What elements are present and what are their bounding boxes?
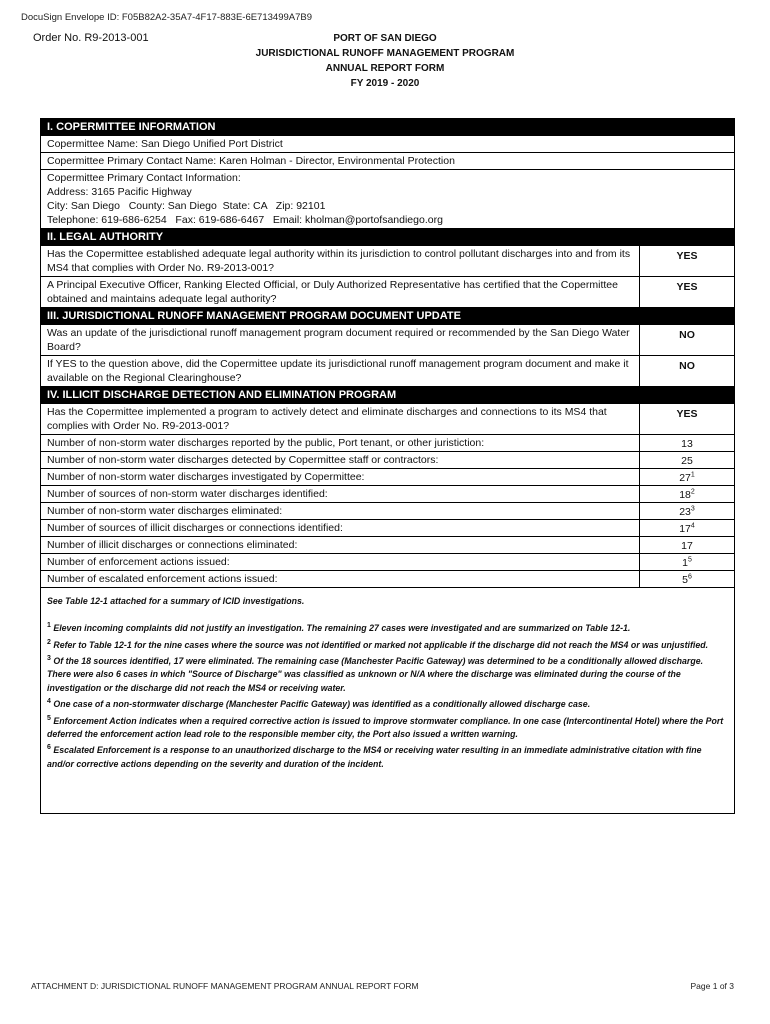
count-row: [41, 486, 734, 503]
answer-value: NO: [639, 356, 734, 386]
count-label: Number of non-storm water discharges eliminated:: [47, 505, 283, 517]
section-heading-copermittee: I. COPERMITTEE INFORMATION: [41, 119, 734, 136]
question-row: [41, 356, 734, 387]
copermittee-name: Copermittee Name: San Diego Unified Port District: [47, 138, 283, 150]
footnote-ref: 6: [687, 573, 692, 581]
count-number: 18: [679, 489, 691, 501]
count-number: 25: [681, 455, 693, 467]
question-row: [41, 246, 734, 277]
question-row: [41, 325, 734, 356]
count-value: [639, 537, 734, 553]
footnote-ref: 3: [690, 505, 695, 513]
count-row: [41, 452, 734, 469]
footnote-text: One case of a non-stormwater discharge (Manchester Pacific Gateway) was identified as a conditionally allowed discharge case.: [50, 699, 591, 710]
count-row: [41, 435, 734, 452]
footer-page-number: Page 1 of 3: [690, 981, 734, 991]
footnote-ref: 4: [690, 522, 695, 530]
footnote-number: 3: [47, 655, 51, 663]
answer-value: NO: [639, 325, 734, 355]
footnote-1: [47, 619, 728, 635]
count-value: [639, 452, 734, 468]
count-number: 17: [679, 523, 691, 535]
notes-intro: See Table 12-1 attached for a summary of ICID investigations.: [47, 596, 305, 606]
count-number: 17: [681, 540, 693, 552]
footnote-ref: 2: [690, 488, 695, 496]
contact-info-block: [41, 170, 734, 228]
question-text: Was an update of the jurisdictional runoff management program document required or recommended by the San Diego Water Board?: [47, 327, 630, 353]
header-line-2: JURISDICTIONAL RUNOFF MANAGEMENT PROGRAM: [255, 48, 515, 59]
footnote-3: [47, 652, 728, 695]
count-row: [41, 537, 734, 554]
section-heading-idde: IV. ILLICIT DISCHARGE DETECTION AND ELIMINATION PROGRAM: [41, 387, 734, 404]
count-number: 27: [679, 472, 691, 484]
count-number: 13: [681, 438, 693, 450]
footnote-ref: 5: [687, 556, 692, 564]
footnote-text: Refer to Table 12-1 for the nine cases where the source was not identified or marked not applicable if the discharge did not reach the MS4 or was unjustified.: [50, 639, 709, 650]
count-number: 1: [682, 557, 688, 569]
answer-value: YES: [639, 246, 734, 276]
footnote-text: Escalated Enforcement is a response to an unauthorized discharge to the MS4 or receiving water resulting in an immediate administrative citation with fine and/or corrective actions depending on the severity and duration of the incident.: [47, 745, 702, 769]
footnote-text: Of the 18 sources identified, 17 were eliminated. The remaining case (Manchester Pacific Gateway) was determined to be a conditionally allowed discharge. There were also 6 cases in which "Source of Discharge" was classified as unknown or N/A where the discharge was eliminated during the course of the investigation or the discharge did not reach the MS4 or receiving water.: [47, 655, 704, 693]
footnote-6: [47, 741, 728, 771]
header-line-4: FY 2019 - 2020: [350, 78, 420, 89]
question-text: Has the Copermittee established adequate legal authority within its jurisdiction to control pollutant discharges into and from its MS4 that complies with Order No. R9-2013-001?: [47, 248, 631, 274]
info-row: [41, 136, 734, 153]
count-value: [639, 503, 734, 519]
section-heading-legal: II. LEGAL AUTHORITY: [41, 229, 734, 246]
footnote-number: 6: [47, 744, 51, 752]
count-value: [639, 571, 734, 587]
contact-info-label: Copermittee Primary Contact Information:: [47, 172, 241, 184]
count-row: [41, 469, 734, 486]
header-line-1: PORT OF SAN DIEGO: [333, 33, 437, 44]
count-label: Number of non-storm water discharges reported by the public, Port tenant, or other juristiction:: [47, 437, 485, 449]
document-header: [205, 31, 565, 91]
count-label: Number of escalated enforcement actions issued:: [47, 573, 278, 585]
info-row: [41, 170, 734, 229]
contact-city: City: San Diego County: San Diego State: CA Zip: 92101: [47, 200, 326, 212]
answer-value: YES: [639, 277, 734, 307]
count-label: Number of non-storm water discharges detected by Copermittee staff or contractors:: [47, 454, 439, 466]
question-row: [41, 404, 734, 435]
footnote-number: 2: [47, 638, 51, 646]
section-heading-document-update: III. JURISDICTIONAL RUNOFF MANAGEMENT PROGRAM DOCUMENT UPDATE: [41, 308, 734, 325]
footnote-ref: 1: [690, 471, 695, 479]
footnote-5: [47, 712, 728, 742]
count-label: Number of sources of illicit discharges or connections identified:: [47, 522, 343, 534]
question-text: Has the Copermittee implemented a program to actively detect and eliminate discharges and connections to its MS4 that complies with Order No. R9-2013-001?: [47, 406, 607, 432]
footnote-text: Enforcement Action indicates when a required corrective action is issued to improve stormwater compliance. In one case (Intercontinental Hotel) where the Port deferred the enforcement action lead role to the responsible member city, the Port also issued a written warning.: [47, 715, 724, 739]
footnote-number: 1: [47, 622, 51, 630]
primary-contact-name: Copermittee Primary Contact Name: Karen Holman - Director, Environmental Protection: [47, 155, 455, 167]
count-label: Number of enforcement actions issued:: [47, 556, 230, 568]
contact-telephone: Telephone: 619-686-6254 Fax: 619-686-6467 Email: kholman@portofsandiego.org: [47, 214, 443, 226]
envelope-id: DocuSign Envelope ID: F05B82A2-35A7-4F17-883E-6E713499A7B9: [21, 12, 312, 23]
count-row: [41, 520, 734, 537]
count-value: [639, 554, 734, 570]
count-number: 23: [679, 506, 691, 518]
count-value: [639, 435, 734, 451]
count-label: Number of illicit discharges or connections eliminated:: [47, 539, 298, 551]
footnote-2: [47, 636, 728, 652]
question-text: A Principal Executive Officer, Ranking Elected Official, or Duly Authorized Representative has certified that the Copermittee obtained and maintains adequate legal authority?: [47, 279, 618, 305]
count-value: [639, 486, 734, 502]
answer-value: YES: [639, 404, 734, 434]
count-row: [41, 503, 734, 520]
order-number: Order No. R9-2013-001: [33, 32, 149, 44]
count-value: [639, 520, 734, 536]
question-text: If YES to the question above, did the Copermittee update its jurisdictional runoff management program document and make it available on the Regional Clearinghouse?: [47, 358, 629, 384]
count-row: [41, 554, 734, 571]
question-row: [41, 277, 734, 308]
info-row: [41, 153, 734, 170]
count-number: 5: [682, 574, 688, 586]
footnote-4: [47, 695, 728, 711]
footnote-number: 4: [47, 698, 51, 706]
count-row: [41, 571, 734, 588]
footer-attachment: ATTACHMENT D: JURISDICTIONAL RUNOFF MANAGEMENT PROGRAM ANNUAL REPORT FORM: [31, 981, 419, 991]
count-label: Number of non-storm water discharges investigated by Copermittee:: [47, 471, 365, 483]
footnotes: [41, 595, 734, 771]
count-label: Number of sources of non-storm water discharges identified:: [47, 488, 328, 500]
report-form: [40, 118, 735, 814]
count-value: [639, 469, 734, 485]
contact-address: Address: 3165 Pacific Highway: [47, 186, 192, 198]
footnote-text: Eleven incoming complaints did not justify an investigation. The remaining 27 cases were investigated and are summarized on Table 12-1.: [50, 623, 631, 634]
header-line-3: ANNUAL REPORT FORM: [325, 63, 445, 74]
footnote-number: 5: [47, 714, 51, 722]
